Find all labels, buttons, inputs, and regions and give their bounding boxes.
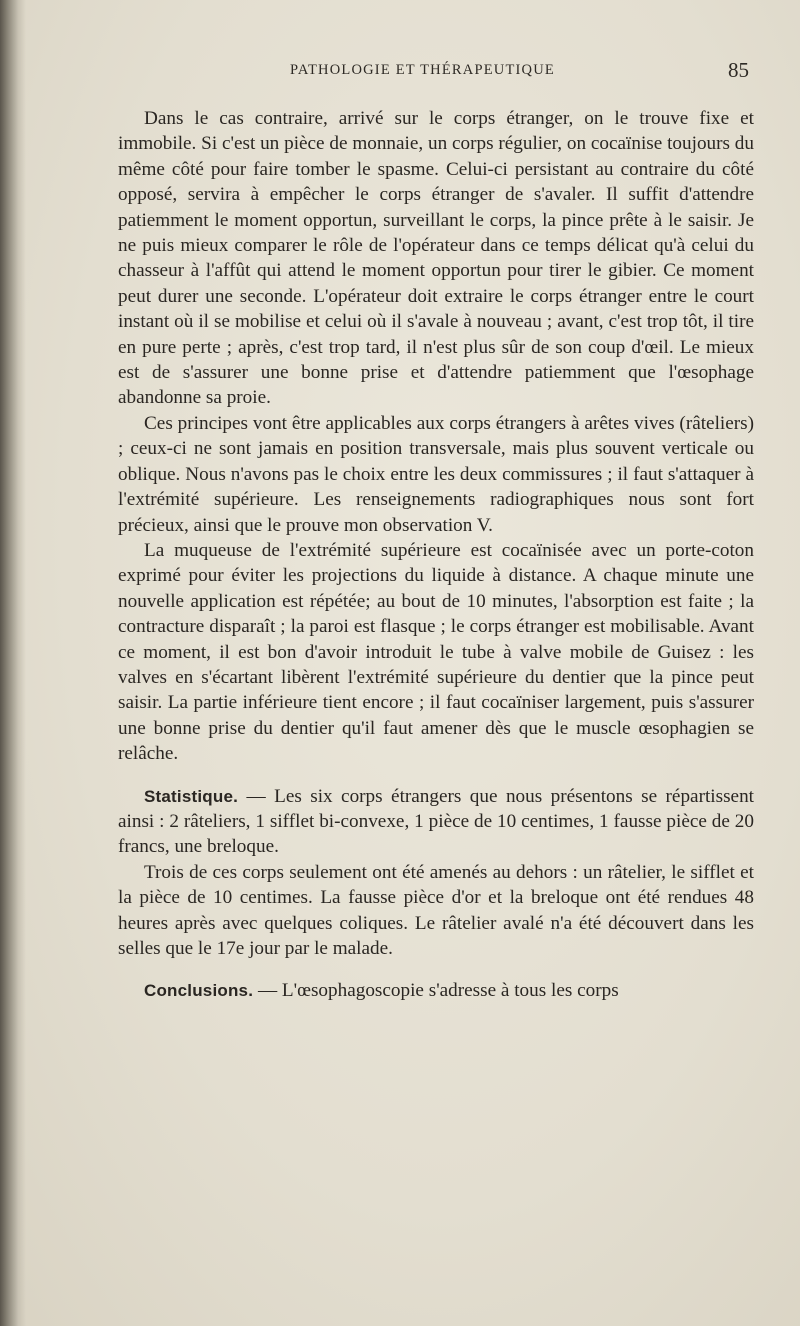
conclusions-text: — L'œsophagoscopie s'adresse à tous les corps	[257, 980, 619, 1002]
paragraph-principes: Ces principes vont être applicables aux corps étrangers à arêtes vives (râteliers) ; ceux-ci ne sont jamais en position transversale, mais plus souvent verticale ou oblique. Nous n'avons pas le choix entre les deux commissures ; il faut s'attaquer à l'extrémité supérieure. Les renseignements radiographiques nous sont fort précieux, ainsi que le prouve mon observation V.	[118, 412, 754, 536]
paragraph-conclusions	[118, 978, 754, 1003]
binding-edge	[0, 0, 26, 1326]
statistique-text: — Les six corps étrangers que nous présentons se répartissent ainsi : 2 râteliers, 1 sifflet bi-convexe, 1 pièce de 10 centimes, 1 fausse pièce de 20 francs, une breloque.	[118, 785, 754, 858]
paragraph-corps-fixe: Dans le cas contraire, arrivé sur le corps étranger, on le trouve fixe et immobile. Si c'est un pièce de monnaie, un corps régulier, on cocaïnise toujours du même côté pour faire tomber le spasme. Celui-ci persistant au contraire du côté opposé, servira à empêcher le corps étranger de s'avaler. Il suffit d'attendre patiemment le moment opportun, surveillant le corps, la pince prête à le saisir. Je ne puis mieux comparer le rôle de l'opérateur dans ce temps délicat qu'à celui du chasseur à l'affût qui attend le moment opportun pour tirer le gibier. Ce moment peut durer une seconde. L'opérateur doit extraire le corps étranger entre le court instant où il se mobilise et celui où il s'avale à nouveau ; avant, c'est trop tôt, il tire en pure perte ; après, c'est trop tard, il n'est plus sûr de son coup d'œil. Le mieux est de s'assurer une bonne prise et d'attendre patiemment que l'œsophage abandonne sa proie.	[118, 108, 754, 409]
section-heading-conclusions: Conclusions.	[144, 981, 254, 1001]
body-text	[118, 106, 754, 1004]
section-heading-statistique: Statistique.	[144, 786, 239, 806]
paragraph-statistique	[118, 784, 754, 860]
paragraph-muqueuse: La muqueuse de l'extrémité supérieure est cocaïnisée avec un porte-coton exprimé pour éviter les projections du liquide à distance. A chaque minute une nouvelle application est répétée; au bout de 10 minutes, l'absorption est faite ; la contracture disparaît ; la paroi est flasque ; le corps étranger est mobilisable. Avant ce moment, il est bon d'avoir introduit le tube à valve mobile de Guisez : les valves en s'écartant libèrent l'extrémité supérieure du dentier que la pince peut saisir. La partie inférieure tient encore ; il faut cocaïniser largement, puis s'assurer une bonne prise du dentier qu'il faut amener dès que le muscle œsophagien se relâche.	[118, 539, 754, 765]
running-title: PATHOLOGIE ET THÉRAPEUTIQUE	[290, 62, 555, 78]
paragraph-trois: Trois de ces corps seulement ont été amenés au dehors : un râtelier, le sifflet et la pièce de 10 centimes. La fausse pièce d'or et la breloque ont été rendues 48 heures après avec quelques coliques. Le râtelier avalé n'a été découvert dans les selles que le 17e jour par le malade.	[118, 861, 754, 959]
page-number: 85	[728, 58, 749, 82]
